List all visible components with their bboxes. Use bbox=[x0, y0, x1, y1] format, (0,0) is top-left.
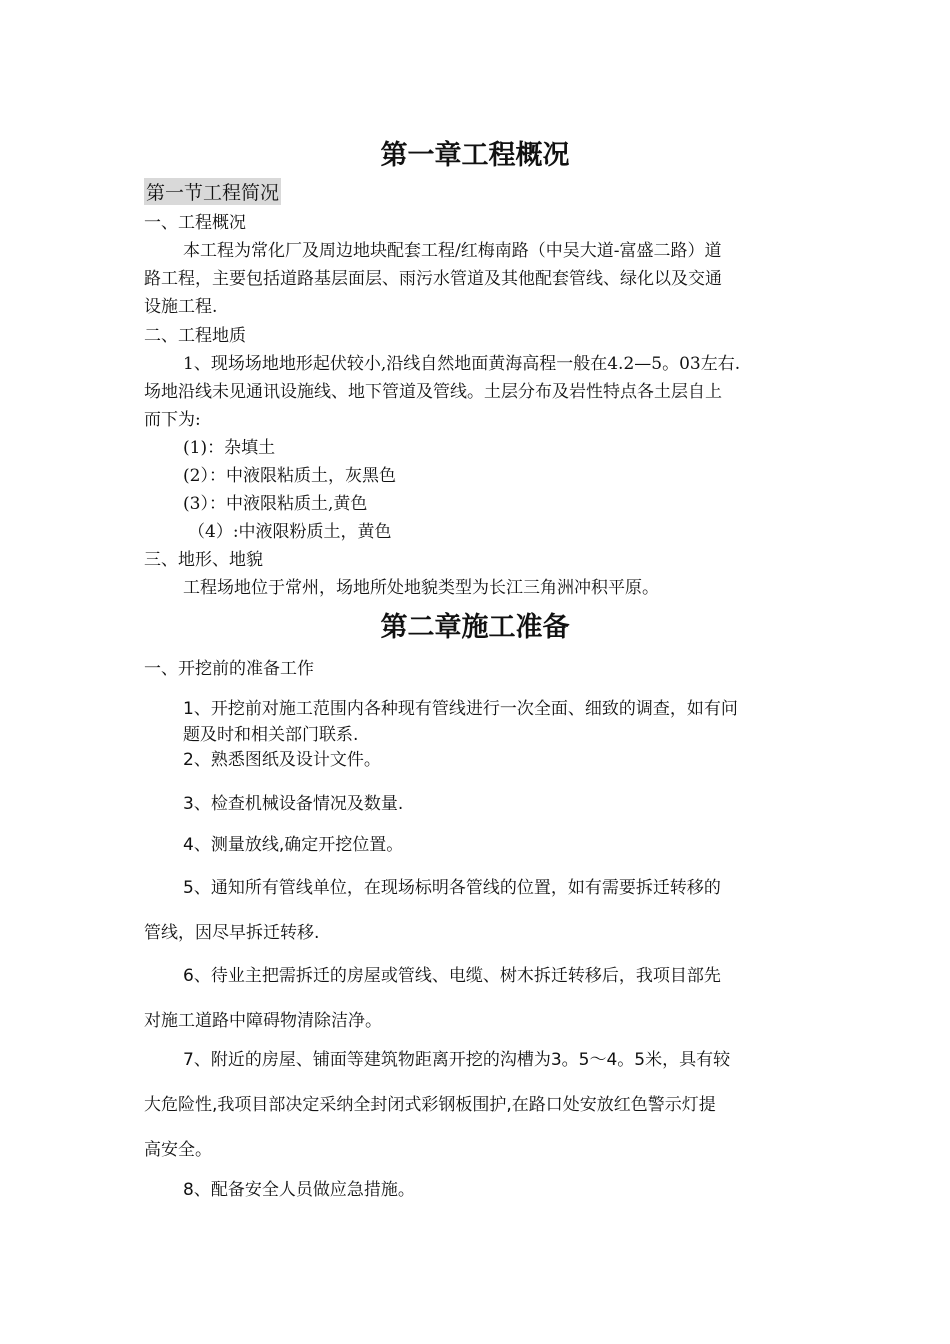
item-2-line-1: 1、现场场地地形起伏较小,沿线自然地面黄海高程一般在4.2—5。03左右. bbox=[183, 354, 741, 374]
item-3-line: 工程场地位于常州，场地所处地貌类型为长江三角洲冲积平原。 bbox=[183, 578, 659, 598]
step-5-line-1: 5、通知所有管线单位，在现场标明各管线的位置，如有需要拆迁转移的 bbox=[183, 878, 721, 898]
step-6-line-1: 6、待业主把需拆迁的房屋或管线、电缆、树木拆迁转移后，我项目部先 bbox=[183, 966, 721, 986]
soil-layer-2: (2）：中液限粘质土，灰黑色 bbox=[183, 466, 396, 486]
step-1-line-1: 1、开挖前对施工范围内各种现有管线进行一次全面、细致的调查，如有问 bbox=[183, 699, 738, 719]
chapter-2-title: 第二章施工准备 bbox=[380, 612, 570, 643]
item-2-line-3: 而下为: bbox=[144, 410, 201, 430]
step-7-line-1: 7、附近的房屋、铺面等建筑物距离开挖的沟槽为3。5～4。5米，具有较 bbox=[183, 1050, 731, 1070]
step-8: 8、配备安全人员做应急措施。 bbox=[183, 1180, 415, 1200]
step-3: 3、检查机械设备情况及数量. bbox=[183, 794, 404, 814]
step-4: 4、测量放线,确定开挖位置。 bbox=[183, 835, 404, 855]
step-7-line-2: 大危险性,我项目部决定采纳全封闭式彩钢板围护,在路口处安放红色警示灯提 bbox=[144, 1095, 716, 1115]
soil-layer-1: (1)：杂填土 bbox=[183, 438, 276, 458]
item-1-line-1: 本工程为常化厂及周边地块配套工程/红梅南路（中吴大道-富盛二路）道 bbox=[183, 241, 722, 261]
item-2-line-2: 场地沿线未见通讯设施线、地下管道及管线。土层分布及岩性特点各土层自上 bbox=[144, 382, 722, 402]
chapter-1-title: 第一章工程概况 bbox=[380, 140, 570, 171]
soil-layer-4: （4）:中液限粉质土，黄色 bbox=[188, 522, 392, 542]
item-1-line-2: 路工程，主要包括道路基层面层、雨污水管道及其他配套管线、绿化以及交通 bbox=[144, 269, 722, 289]
item-1-line-3: 设施工程. bbox=[144, 297, 218, 317]
section-1-title: 第一节工程简况 bbox=[144, 178, 281, 205]
step-1-line-2: 题及时和相关部门联系. bbox=[183, 725, 359, 745]
step-7-line-3: 高安全。 bbox=[144, 1140, 212, 1160]
item-2-heading: 二、工程地质 bbox=[144, 326, 246, 346]
step-5-line-2: 管线，因尽早拆迁转移. bbox=[144, 923, 320, 943]
chapter-2-heading: 一、开挖前的准备工作 bbox=[144, 659, 314, 679]
soil-layer-3: (3）：中液限粘质土,黄色 bbox=[183, 494, 368, 514]
step-2: 2、熟悉图纸及设计文件。 bbox=[183, 750, 381, 770]
item-1-heading: 一、工程概况 bbox=[144, 213, 246, 233]
item-3-heading: 三、地形、地貌 bbox=[144, 550, 263, 570]
step-6-line-2: 对施工道路中障碍物清除洁净。 bbox=[144, 1011, 382, 1031]
